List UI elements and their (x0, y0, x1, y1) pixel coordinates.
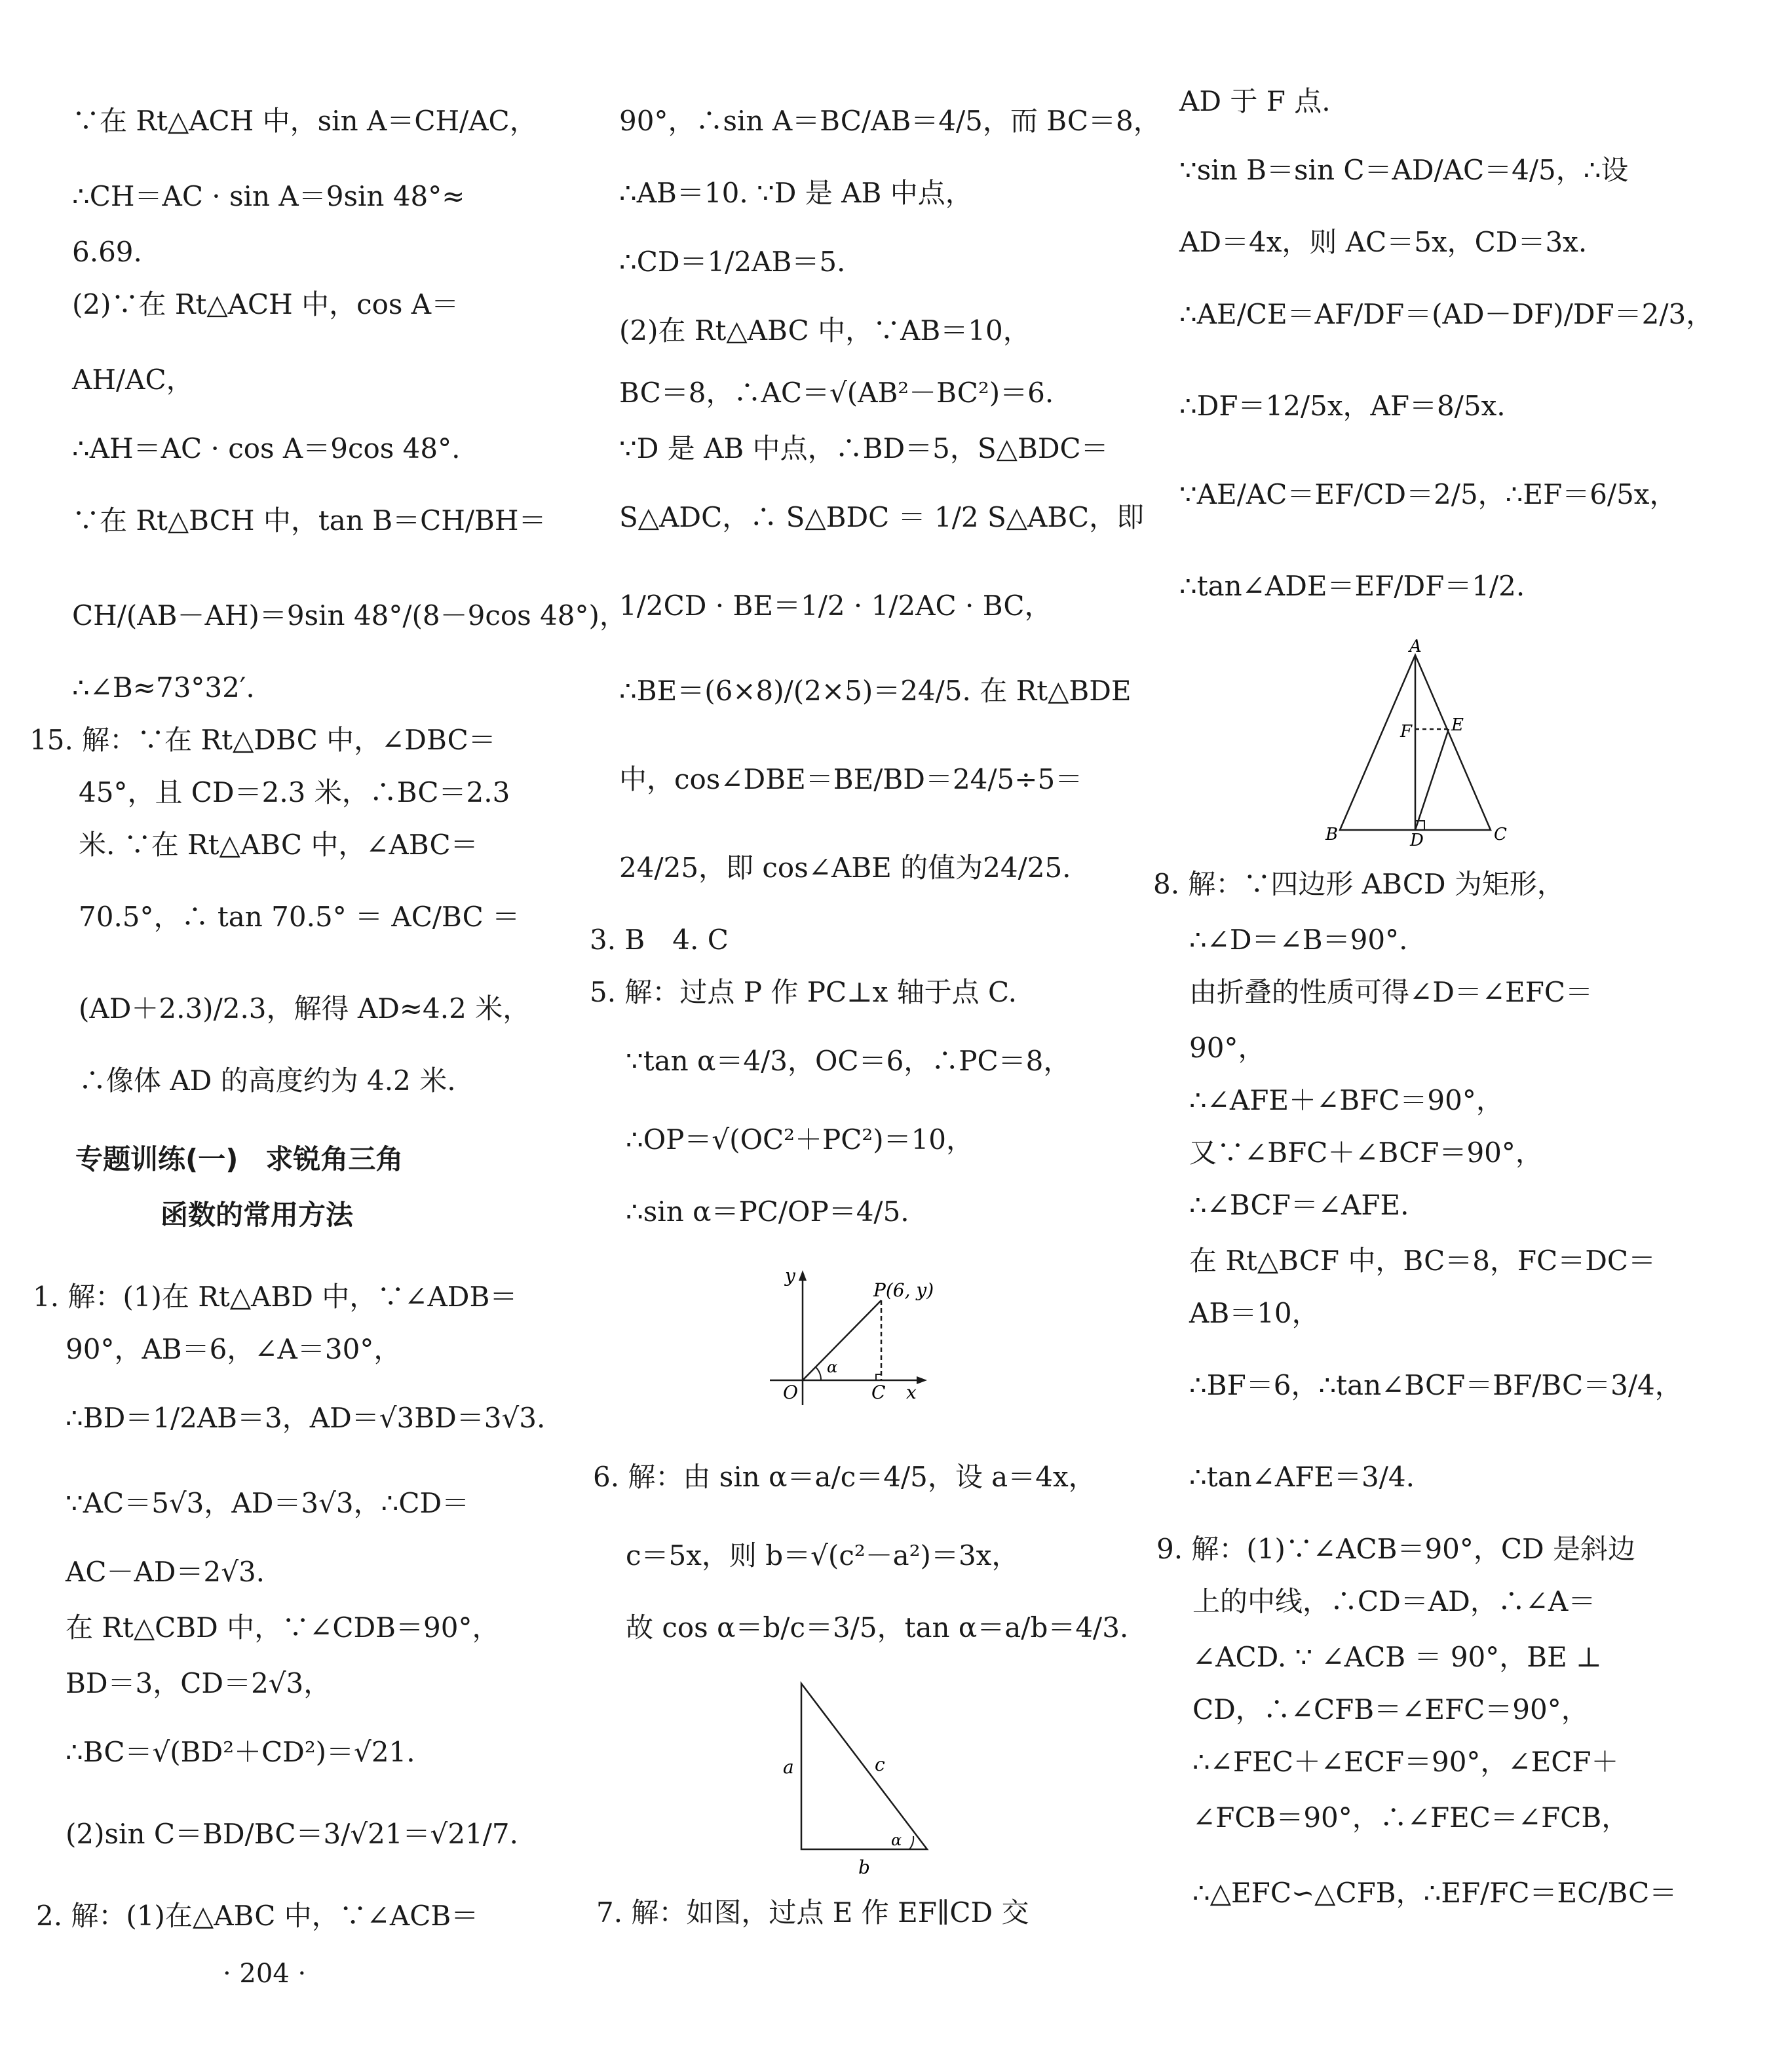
text-line: ∴BF＝6，∴tan∠BCF＝BF/BC＝3/4， (1189, 1369, 1683, 1401)
text-line: AD＝4x，则 AC＝5x，CD＝3x. (1179, 226, 1588, 258)
label-B: B (1325, 825, 1339, 844)
text-line: 由折叠的性质可得∠D＝∠EFC＝ (1189, 976, 1593, 1008)
text-line: 24/25，即 cos∠ABE 的值为24/25. (619, 852, 1071, 884)
text-line: ∠ACD. ∵ ∠ACB ＝ 90°，BE ⊥ (1192, 1641, 1602, 1673)
text-line: ∴sin α＝PC/OP＝4/5. (626, 1196, 909, 1228)
label-c: c (875, 1754, 885, 1775)
text-line: ∴像体 AD 的高度约为 4.2 米. (79, 1064, 456, 1097)
section-heading: 专题训练(一) 求锐角三角 (75, 1143, 404, 1175)
page-number: · 204 · (223, 1959, 307, 1989)
label-D: D (1410, 831, 1424, 848)
x-axis-arrow (917, 1376, 927, 1384)
question-1: 1. 解：(1)在 Rt△ABD 中，∵∠ADB＝ (33, 1281, 518, 1313)
text-line: 在 Rt△CBD 中，∵∠CDB＝90°， (66, 1611, 500, 1644)
label-P: P(6, y) (873, 1279, 934, 1301)
label-alpha: α (827, 1358, 838, 1376)
question-8: 8. 解：∵四边形 ABCD 为矩形， (1153, 868, 1565, 900)
text-line: ∴∠BCF＝∠AFE. (1189, 1189, 1409, 1221)
text-line: 中，cos∠DBE＝BE/BD＝24/5÷5＝ (619, 763, 1083, 795)
text-line: AB＝10， (1189, 1297, 1320, 1329)
text-line: BD＝3，CD＝2√3， (66, 1667, 332, 1699)
text-line: 45°，且 CD＝2.3 米，∴BC＝2.3 (79, 776, 510, 808)
section-heading-line2: 函数的常用方法 (161, 1199, 354, 1231)
text-line: ∴∠AFE＋∠BFC＝90°， (1189, 1084, 1504, 1116)
text-line: ∴CH＝AC · sin A＝9sin 48°≈ (72, 180, 465, 212)
text-line: ∴AB＝10. ∵D 是 AB 中点， (619, 177, 973, 209)
label-F: F (1400, 722, 1413, 742)
text-line: ∴BC＝√(BD²＋CD²)＝√21. (66, 1736, 415, 1768)
text-line: (AD＋2.3)/2.3，解得 AD≈4.2 米， (79, 992, 531, 1025)
question-5: 5. 解：过点 P 作 PC⊥x 轴于点 C. (590, 976, 1018, 1008)
text-line: (2)在 Rt△ABC 中，∵AB＝10， (619, 314, 1031, 347)
text-line: ∵AC＝5√3，AD＝3√3，∴CD＝ (66, 1487, 470, 1519)
text-line: ∵tan α＝4/3，OC＝6，∴PC＝8， (626, 1045, 1071, 1077)
text-line: AD 于 F 点. (1179, 85, 1331, 117)
label-C: C (1494, 825, 1507, 844)
y-axis-arrow (799, 1270, 807, 1281)
text-line: AH/AC， (72, 364, 194, 396)
label-a: a (783, 1756, 794, 1778)
text-line: ∵在 Rt△ACH 中，sin A＝CH/AC， (72, 105, 537, 137)
text-line: ∴AH＝AC · cos A＝9cos 48°. (72, 432, 461, 464)
text-line: ∴BE＝(6×8)/(2×5)＝24/5. 在 Rt△BDE (619, 675, 1132, 707)
text-line: AC－AD＝2√3. (66, 1556, 265, 1588)
text-line: ∴∠FEC＋∠ECF＝90°，∠ECF＋ (1192, 1746, 1619, 1778)
label-b: b (858, 1856, 870, 1878)
text-line: 6.69. (72, 236, 142, 268)
text-line: ∴∠B≈73°32′. (72, 671, 255, 704)
question-15: 15. 解：∵在 Rt△DBC 中，∠DBC＝ (29, 724, 496, 756)
text-line: CH/(AB－AH)＝9sin 48°/(8－9cos 48°)， (72, 599, 627, 631)
text-line: ∴OP＝√(OC²＋PC²)＝10， (626, 1123, 974, 1156)
label-alpha: α (891, 1831, 902, 1849)
question-9: 9. 解：(1)∵∠ACB＝90°，CD 是斜边 (1156, 1533, 1636, 1565)
text-line: ∴DF＝12/5x，AF＝8/5x. (1179, 390, 1506, 422)
text-line: 70.5°，∴ tan 70.5° ＝ AC/BC ＝ (79, 901, 520, 933)
text-line: BC＝8，∴AC＝√(AB²－BC²)＝6. (619, 377, 1054, 409)
text-line: ∴AE/CE＝AF/DF＝(AD－DF)/DF＝2/3， (1179, 298, 1714, 330)
label-C: C (871, 1382, 886, 1403)
text-line: 90°，AB＝6，∠A＝30°， (66, 1333, 402, 1365)
text-line: ∴∠D＝∠B＝90°. (1189, 924, 1408, 956)
text-line: 故 cos α＝b/c＝3/5，tan α＝a/b＝4/3. (626, 1611, 1129, 1644)
text-line: ∵AE/AC＝EF/CD＝2/5，∴EF＝6/5x， (1179, 478, 1677, 510)
text-line: ∴tan∠AFE＝3/4. (1189, 1461, 1415, 1493)
label-x: x (906, 1382, 917, 1403)
answers-3-4: 3. B 4. C (590, 924, 729, 956)
text-line: ∴CD＝1/2AB＝5. (619, 246, 846, 278)
text-line: 米. ∵在 Rt△ABC 中，∠ABC＝ (79, 829, 478, 861)
text-line: 上的中线，∴CD＝AD，∴∠A＝ (1192, 1585, 1596, 1617)
text-line: ∠FCB＝90°，∴∠FEC＝∠FCB， (1192, 1801, 1629, 1834)
text-line: 又∵∠BFC＋∠BCF＝90°， (1189, 1137, 1543, 1169)
text-line: ∴tan∠ADE＝EF/DF＝1/2. (1179, 570, 1525, 602)
text-line: 1/2CD · BE＝1/2 · 1/2AC · BC， (619, 590, 1052, 622)
text-line: 90°， (1189, 1032, 1266, 1064)
text-line: S△ADC，∴ S△BDC ＝ 1/2 S△ABC，即 (619, 501, 1145, 533)
text-line: 90°，∴sin A＝BC/AB＝4/5，而 BC＝8， (619, 105, 1161, 137)
question-2: 2. 解：(1)在△ABC 中，∵∠ACB＝ (36, 1900, 479, 1932)
label-E: E (1451, 715, 1464, 735)
text-line: ∵D 是 AB 中点，∴BD＝5，S△BDC＝ (619, 432, 1109, 464)
text-line: 在 Rt△BCF 中，BC＝8，FC＝DC＝ (1189, 1245, 1656, 1277)
question-7: 7. 解：如图，过点 E 作 EF∥CD 交 (596, 1896, 1029, 1929)
text-line: (2)∵在 Rt△ACH 中，cos A＝ (72, 288, 459, 320)
figure-coordinate-diagram (763, 1268, 937, 1408)
figure-triangle-ADE (1314, 639, 1527, 848)
label-A: A (1409, 639, 1422, 656)
text-line: ∴△EFC∽△CFB，∴EF/FC＝EC/BC＝ (1192, 1877, 1677, 1909)
text-line: CD，∴∠CFB＝∠EFC＝90°， (1192, 1693, 1589, 1725)
text-line: ∵在 Rt△BCH 中，tan B＝CH/BH＝ (72, 504, 546, 537)
figure-right-triangle (773, 1674, 943, 1883)
text-line: ∵sin B＝sin C＝AD/AC＝4/5，∴设 (1179, 154, 1629, 186)
text-line: (2)sin C＝BD/BC＝3/√21＝√21/7. (66, 1818, 518, 1850)
label-y: y (785, 1268, 795, 1287)
text-line: c＝5x，则 b＝√(c²－a²)＝3x， (626, 1539, 1019, 1572)
text-line: ∴BD＝1/2AB＝3，AD＝√3BD＝3√3. (66, 1402, 546, 1434)
question-6: 6. 解：由 sin α＝a/c＝4/5，设 a＝4x， (593, 1461, 1096, 1493)
label-O: O (783, 1382, 798, 1403)
